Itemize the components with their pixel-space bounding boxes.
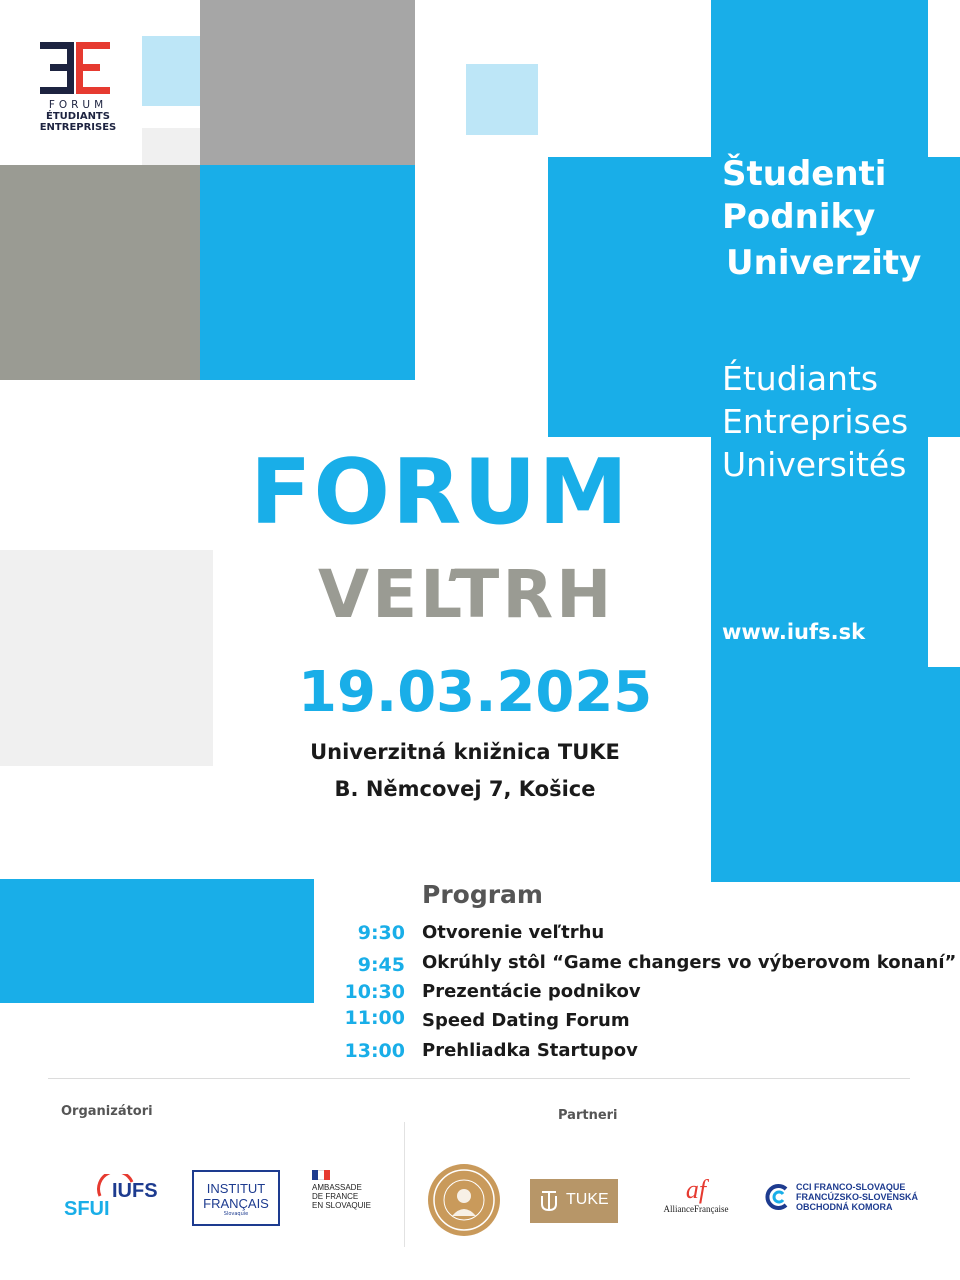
- program-time: 10:30: [344, 981, 405, 1003]
- institut-line: FRANÇAIS: [203, 1196, 269, 1211]
- ambassade-line: EN SLOVAQUIE: [312, 1201, 371, 1210]
- program-item: [330, 922, 960, 950]
- program-item: [330, 981, 960, 1009]
- deco-block: [0, 165, 200, 380]
- page-subtitle: VEĽTRH: [318, 556, 615, 633]
- deco-block: [466, 64, 538, 135]
- program-label: Speed Dating Forum: [422, 1010, 630, 1031]
- iufs-logo-top: IUFS: [112, 1180, 158, 1202]
- venue-address: B. Němcovej 7, Košice: [334, 777, 596, 801]
- logo-line: FORUM: [48, 99, 108, 111]
- deco-block: [142, 128, 200, 165]
- tagline-sk-1: Študenti: [722, 154, 887, 194]
- tagline-fr-3: Universités: [722, 445, 907, 484]
- program-time: 13:00: [344, 1040, 405, 1062]
- program-item: [330, 952, 960, 980]
- tuke-icon: [540, 1190, 558, 1212]
- french-flag-icon: [312, 1170, 330, 1180]
- program-item: [330, 1007, 960, 1038]
- website-link[interactable]: www.iufs.sk: [722, 620, 866, 644]
- deco-block: [142, 36, 200, 106]
- venue-name: Univerzitná knižnica TUKE: [310, 740, 620, 764]
- cci-line: CCI FRANCO-SLOVAQUE: [796, 1182, 906, 1192]
- program-label: Okrúhly stôl “Game changers vo výberovom konaní”: [422, 952, 957, 973]
- deco-block: [926, 667, 960, 882]
- program-time: 9:30: [357, 922, 405, 944]
- ambassade-line: AMBASSADE: [312, 1183, 362, 1192]
- logo-line: ENTREPRISES: [39, 122, 117, 133]
- tagline-sk-2: Podniky: [722, 197, 876, 237]
- alliance-mark: af: [685, 1175, 707, 1204]
- cci-line: FRANCÚZSKO-SLOVENSKÁ: [796, 1192, 919, 1202]
- program-item: [330, 1040, 960, 1068]
- program-time: 11:00: [344, 1007, 405, 1029]
- organizers-label: Organizátori: [61, 1104, 153, 1119]
- program-time: 9:45: [357, 954, 405, 976]
- university-seal-logo[interactable]: [428, 1164, 500, 1236]
- institut-line: Slovaquie: [223, 1211, 249, 1217]
- event-date: 19.03.2025: [298, 660, 653, 725]
- ambassade-logo[interactable]: [312, 1170, 392, 1226]
- institut-francais-logo[interactable]: [192, 1170, 280, 1226]
- forum-logo-icon: [40, 42, 112, 94]
- deco-block: [926, 157, 960, 437]
- alliance-name: AllianceFrançaise: [663, 1204, 729, 1214]
- deco-block: [0, 879, 314, 1003]
- iufs-logo-bottom: SFUI: [64, 1198, 110, 1220]
- tuke-logo[interactable]: [530, 1179, 618, 1223]
- ambassade-line: DE FRANCE: [312, 1192, 359, 1201]
- deco-block: [200, 0, 415, 165]
- program-label: Otvorenie veľtrhu: [422, 922, 605, 943]
- deco-block: [200, 165, 415, 380]
- tagline-fr-1: Étudiants: [722, 359, 879, 398]
- institut-line: INSTITUT: [206, 1181, 266, 1196]
- page-title: FORUM: [250, 440, 630, 545]
- forum-logo-text: [38, 100, 118, 133]
- footer-separator: [404, 1122, 405, 1247]
- logo-line: ÉTUDIANTS: [46, 111, 110, 122]
- tagline-sk-3: Univerzity: [726, 243, 922, 283]
- deco-block: [0, 550, 213, 766]
- footer-divider: [48, 1078, 910, 1079]
- deco-block: [548, 157, 728, 437]
- cci-icon: [764, 1183, 792, 1211]
- tagline-fr-2: Entreprises: [722, 402, 909, 441]
- alliance-francaise-logo[interactable]: [660, 1176, 732, 1226]
- tuke-logo-text: TUKE: [566, 1191, 609, 1208]
- cci-logo[interactable]: [764, 1180, 924, 1216]
- partners-label: Partneri: [558, 1108, 618, 1123]
- program-label: Prehliadka Startupov: [422, 1040, 638, 1061]
- program-title: Program: [422, 880, 543, 909]
- cci-line: OBCHODNÁ KOMORA: [796, 1202, 893, 1212]
- seal-icon: [428, 1164, 500, 1236]
- program-label: Prezentácie podnikov: [422, 981, 641, 1002]
- iufs-logo[interactable]: [62, 1172, 172, 1224]
